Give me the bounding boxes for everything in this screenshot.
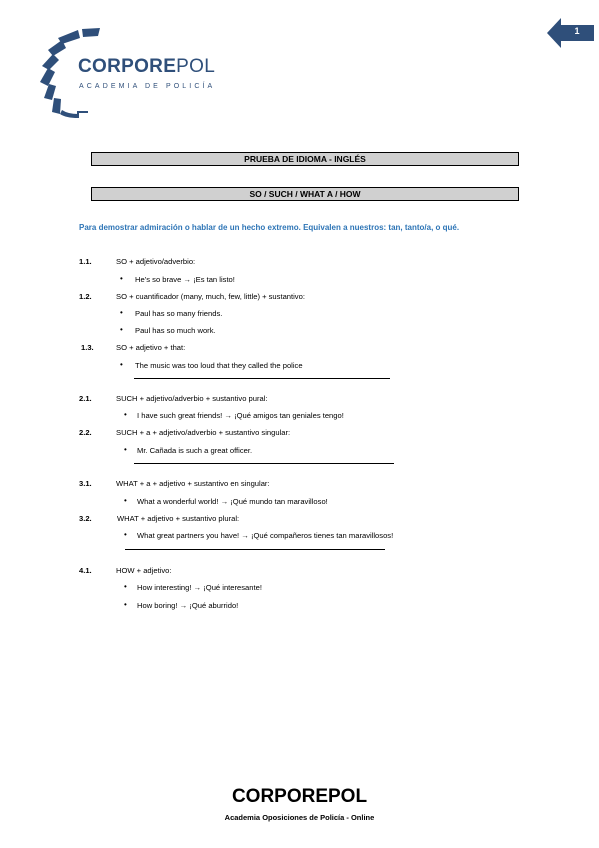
bullet-icon: • xyxy=(124,600,127,609)
section-number: 2.2. xyxy=(79,428,92,437)
divider-line xyxy=(134,463,394,464)
rule-text: HOW + adjetivo: xyxy=(116,566,172,575)
rule-text: SO + adjetivo/adverbio: xyxy=(116,257,196,266)
section-number: 3.2. xyxy=(79,514,92,523)
example-text: Paul has so many friends. xyxy=(135,309,223,318)
rule-text: SO + cuantificador (many, much, few, little) + sustantivo: xyxy=(116,292,305,301)
rule-text: SO + adjetivo + that: xyxy=(116,343,186,352)
bullet-icon: • xyxy=(120,360,123,369)
example-text: How interesting! → ¡Qué interesante! xyxy=(137,583,262,592)
academy-logo xyxy=(38,26,248,122)
divider-line xyxy=(125,549,385,550)
logo-wordmark: CORPOREPOL xyxy=(78,56,216,77)
example-text: Paul has so much work. xyxy=(135,326,216,335)
example-text: He’s so brave → ¡Es tan listo! xyxy=(135,275,235,284)
section-number: 4.1. xyxy=(79,566,92,575)
footer-title: CORPOREPOL xyxy=(231,786,368,807)
intro-paragraph: Para demostrar admiración o hablar de un hecho extremo. Equivalen a nuestros: tan, tanto/a, o qué. xyxy=(79,223,460,232)
page-number: 1 xyxy=(574,26,580,36)
rule-text: SUCH + a + adjetivo/adverbio + sustantivo singular: xyxy=(116,428,291,437)
divider-line xyxy=(134,378,390,379)
rule-text: WHAT + a + adjetivo + sustantivo en singular: xyxy=(116,479,270,488)
example-text: What a wonderful world! → ¡Qué mundo tan maravilloso! xyxy=(137,497,328,506)
bullet-icon: • xyxy=(124,530,127,539)
example-text: How boring! → ¡Qué aburrido! xyxy=(137,601,239,610)
bullet-icon: • xyxy=(120,274,123,283)
section-number: 2.1. xyxy=(79,394,92,403)
title-box: PRUEBA DE IDIOMA - INGLÉS xyxy=(91,152,519,166)
example-text: Mr. Cañada is such a great officer. xyxy=(137,446,253,455)
section-number: 1.3. xyxy=(81,343,94,352)
example-text: What great partners you have! → ¡Qué compañeros tienes tan maravillosos! xyxy=(137,531,394,540)
bullet-icon: • xyxy=(124,410,127,419)
page-number-badge xyxy=(547,18,594,48)
rule-text: WHAT + adjetivo + sustantivo plural: xyxy=(117,514,240,523)
rule-text: SUCH + adjetivo/adverbio + sustantivo pural: xyxy=(116,394,268,403)
section-number: 1.2. xyxy=(79,292,92,301)
section-number: 3.1. xyxy=(79,479,92,488)
logo-subtitle: ACADEMIA DE POLICÍA xyxy=(79,83,216,90)
footer-subtitle: Academia Oposiciones de Policía - Online xyxy=(224,813,375,822)
bullet-icon: • xyxy=(120,325,123,334)
bullet-icon: • xyxy=(124,445,127,454)
bullet-icon: • xyxy=(120,308,123,317)
bullet-icon: • xyxy=(124,496,127,505)
example-text: I have such great friends! → ¡Qué amigos tan geniales tengo! xyxy=(137,411,344,420)
example-text: The music was too loud that they called the police xyxy=(135,361,303,370)
topic-box: SO / SUCH / WHAT A / HOW xyxy=(91,187,519,201)
section-number: 1.1. xyxy=(79,257,92,266)
bullet-icon: • xyxy=(124,582,127,591)
